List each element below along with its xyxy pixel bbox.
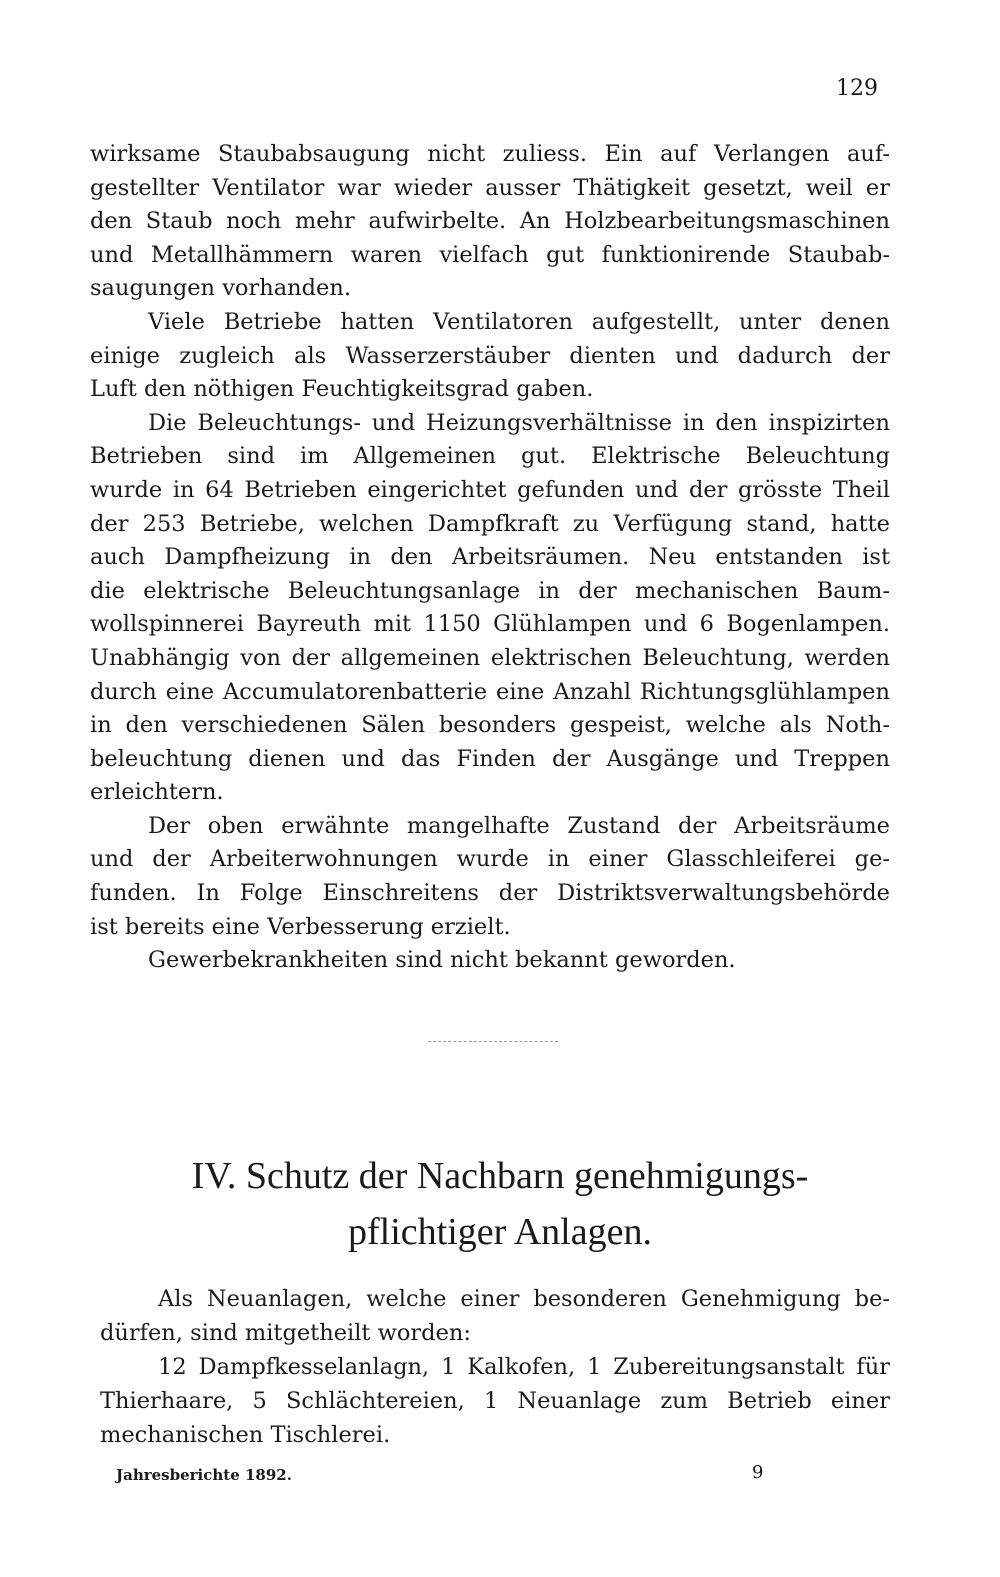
text-line: Unabhängig von der allgemeinen elektrischen Beleuchtung, werden <box>90 644 890 671</box>
text-line: dürfen, sind mitgetheilt worden: <box>100 1320 471 1346</box>
paragraph <box>90 944 890 978</box>
text-line: beleuchtung dienen und das Finden der Ausgänge und Treppen <box>90 745 890 772</box>
text-line: wirksame Staubabsaugung nicht zuliess. Ein auf Verlangen auf- <box>90 141 890 167</box>
text-line: mechanischen Tischlerei. <box>100 1422 391 1448</box>
text-line: Als Neuanlagen, welche einer besonderen Genehmigung be- <box>158 1286 890 1312</box>
text-line: gestellter Ventilator war wieder ausser Thätigkeit gesetzt, weil er <box>90 174 890 201</box>
text-line: ist bereits eine Verbesserung erzielt. <box>90 913 511 940</box>
text-line: und Metallhämmern waren vielfach gut funktionirende Staubab- <box>90 241 890 268</box>
page-number: 129 <box>836 76 878 101</box>
text-line: einige zugleich als Wasserzerstäuber dienten und dadurch der <box>90 342 890 369</box>
text-line: Viele Betriebe hatten Ventilatoren aufgestellt, unter denen <box>148 308 890 335</box>
text-line: auch Dampfheizung in den Arbeitsräumen. Neu entstanden ist <box>90 544 890 571</box>
paragraph <box>90 138 890 306</box>
text-line: Die Beleuchtungs- und Heizungsverhältnisse in den inspizirten <box>148 409 890 436</box>
section-heading-line: IV. Schutz der Nachbarn genehmigungs- <box>191 1155 809 1197</box>
text-line: und der Arbeiterwohnungen wurde in einer Glasschleiferei ge- <box>90 846 890 873</box>
text-line: wurde in 64 Betrieben eingerichtet gefunden und der grösste Theil <box>90 476 890 503</box>
footer-sheet-number: 9 <box>752 1462 764 1483</box>
text-line: der 253 Betriebe, welchen Dampfkraft zu Verfügung stand, hatte <box>90 510 890 537</box>
text-line: durch eine Accumulatorenbatterie eine Anzahl Richtungsglühlampen <box>90 678 890 705</box>
text-line: den Staub noch mehr aufwirbelte. An Holzbearbeitungsmaschinen <box>90 208 890 235</box>
text-line: Gewerbekrankheiten sind nicht bekannt geworden. <box>148 947 736 974</box>
text-line: erleichtern. <box>90 779 224 806</box>
paragraph <box>90 810 890 944</box>
footer-signature: Jahresberichte 1892. <box>116 1466 292 1484</box>
text-line: die elektrische Beleuchtungsanlage in der mechanischen Baum- <box>90 577 890 604</box>
text-line: Der oben erwähnte mangelhafte Zustand der Arbeitsräume <box>148 812 890 839</box>
section-heading <box>100 1148 900 1260</box>
text-line: Thierhaare, 5 Schlächtereien, 1 Neuanlage zum Betrieb einer <box>100 1388 890 1414</box>
text-line: 12 Dampfkesselanlagn, 1 Kalkofen, 1 Zubereitungsanstalt für <box>158 1354 890 1380</box>
section-heading-line: pflichtiger Anlagen. <box>348 1211 652 1253</box>
text-line: Luft den nöthigen Feuchtigkeitsgrad gaben. <box>90 376 594 403</box>
text-line: saugungen vorhanden. <box>90 275 351 302</box>
section-text <box>100 1282 890 1452</box>
text-line: Betrieben sind im Allgemeinen gut. Elektrische Beleuchtung <box>90 443 890 470</box>
paragraph <box>90 306 890 407</box>
body-text <box>90 138 890 978</box>
text-line: in den verschiedenen Sälen besonders gespeist, welche als Noth- <box>90 712 890 739</box>
section-separator <box>428 1041 558 1042</box>
paragraph <box>90 407 890 810</box>
text-line: wollspinnerei Bayreuth mit 1150 Glühlampen und 6 Bogenlampen. <box>90 611 890 638</box>
text-line: funden. In Folge Einschreitens der Distriktsverwaltungsbehörde <box>90 880 890 907</box>
